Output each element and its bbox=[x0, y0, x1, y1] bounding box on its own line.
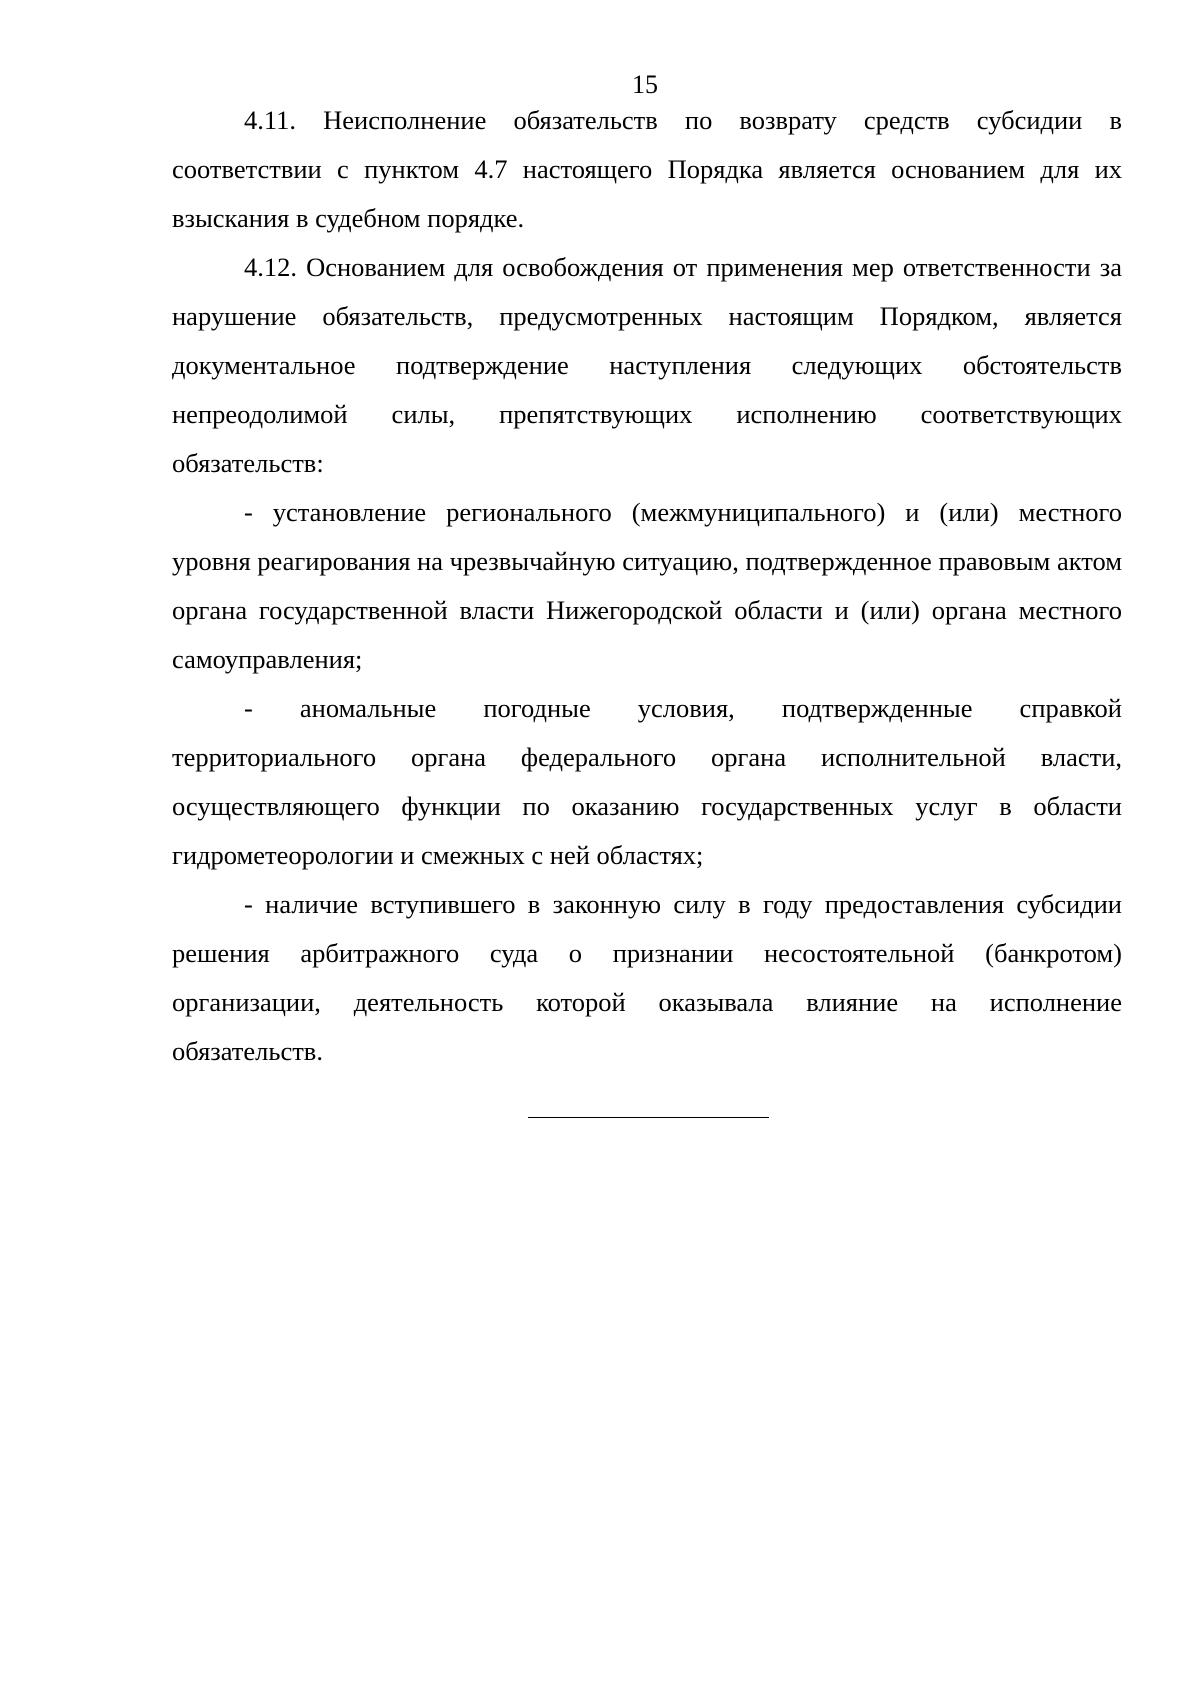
paragraph-4-11: 4.11. Неисполнение обязательств по возврату средств субсидии в соответствии с пунктом 4.7 настоящего Порядка является основанием для их взыскания в судебном порядке. bbox=[172, 105, 1122, 233]
list-item-emergency-response: - установление регионального (межмуниципального) и (или) местного уровня реагирования на чрезвычайную ситуацию, подтвержденное правовым актом органа государственной власти Нижегородской области и (или) органа местного самоуправления; bbox=[172, 497, 1122, 674]
end-divider-line bbox=[528, 1117, 769, 1118]
list-item-bankruptcy-decision: - наличие вступившего в законную силу в году предоставления субсидии решения арбитражного суда о признании несостоятельной (банкротом) организации, деятельность которой оказывала влияние на исполнение обязательств. bbox=[172, 889, 1122, 1066]
page-number: 15 bbox=[632, 70, 658, 99]
paragraph-4-12: 4.12. Основанием для освобождения от применения мер ответственности за нарушение обязательств, предусмотренных настоящим Порядком, является документальное подтверждение наступления следующих обстоятельств непреодолимой силы, препятствующих исполнению соответствующих обязательств: bbox=[172, 252, 1122, 478]
list-item-weather-conditions: - аномальные погодные условия, подтвержденные справкой территориального органа федерального органа исполнительной власти, осуществляющего функции по оказанию государственных услуг в области гидрометеорологии и смежных с ней областях; bbox=[172, 693, 1122, 870]
document-body bbox=[172, 96, 1122, 1076]
